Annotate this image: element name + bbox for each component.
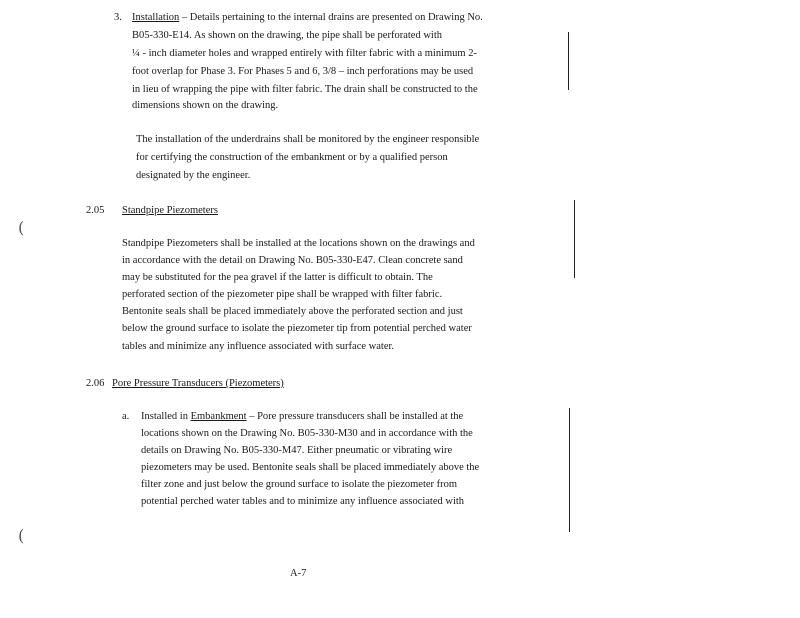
revision-bar (569, 408, 570, 532)
item-3-line: B05-330-E14. As shown on the drawing, the pipe shall be perforated with (132, 30, 442, 41)
item-a-line: filter zone and just below the ground surface to isolate the piezometer from (141, 479, 458, 490)
binding-hole-mark: ( (18, 218, 25, 237)
item-3-line: ¼ - inch diameter holes and wrapped entirely with filter fabric with a minimum 2- (132, 48, 477, 59)
item-a-letter: a. (122, 411, 130, 422)
section-205-line: tables and minimize any influence associated with surface water. (122, 341, 395, 352)
item-a-line: details on Drawing No. B05-330-M47. Either pneumatic or vibrating wire (141, 445, 453, 456)
section-205-line: below the ground surface to isolate the piezometer tip from potential perched water (122, 323, 472, 334)
item-a-lead: Installed in (141, 411, 191, 422)
section-205-line: in accordance with the detail on Drawing No. B05-330-E47. Clean concrete sand (122, 255, 463, 266)
item-3-line: in lieu of wrapping the pipe with filter fabric. The drain shall be constructed to the (132, 84, 478, 95)
item-a-title: Embankment (190, 411, 247, 422)
item-3-line: foot overlap for Phase 3. For Phases 5 and 6, 3/8 – inch perforations may be used (132, 66, 474, 77)
item-a-line: locations shown on the Drawing No. B05-330-M30 and in accordance with the (141, 428, 473, 439)
item-3-text: – Details pertaining to the internal drains are presented on Drawing No. (179, 12, 483, 23)
binding-hole-mark: ( (18, 526, 25, 545)
section-205-line: Bentonite seals shall be placed immediately above the perforated section and just (122, 306, 463, 317)
section-205-line: perforated section of the piezometer pipe shall be wrapped with filter fabric. (122, 289, 443, 300)
monitor-line: The installation of the underdrains shall be monitored by the engineer responsible (136, 134, 480, 145)
item-a-line-1 (141, 410, 463, 424)
item-3-line-1 (132, 11, 483, 25)
revision-bar (574, 200, 575, 278)
section-206-number: 2.06 (86, 378, 105, 389)
item-3-line: dimensions shown on the drawing. (132, 100, 279, 111)
item-a-line: potential perched water tables and to minimize any influence associated with (141, 496, 465, 507)
section-205-title: Standpipe Piezometers (122, 205, 218, 216)
section-205-line: Standpipe Piezometers shall be installed at the locations shown on the drawings and (122, 238, 475, 249)
monitor-line: designated by the engineer. (136, 170, 251, 181)
item-a-text: – Pore pressure transducers shall be installed at the (246, 411, 464, 422)
item-a-line: piezometers may be used. Bentonite seals shall be placed immediately above the (141, 462, 480, 473)
section-205-line: may be substituted for the pea gravel if the latter is difficult to obtain. The (122, 272, 433, 283)
item-3-number: 3. (114, 12, 122, 23)
revision-bar (568, 32, 569, 90)
item-3-title: Installation (132, 12, 180, 23)
monitor-line: for certifying the construction of the embankment or by a qualified person (136, 152, 448, 163)
section-206-title: Pore Pressure Transducers (Piezometers) (112, 378, 284, 389)
page-number: A-7 (290, 568, 307, 579)
section-205-number: 2.05 (86, 205, 105, 216)
